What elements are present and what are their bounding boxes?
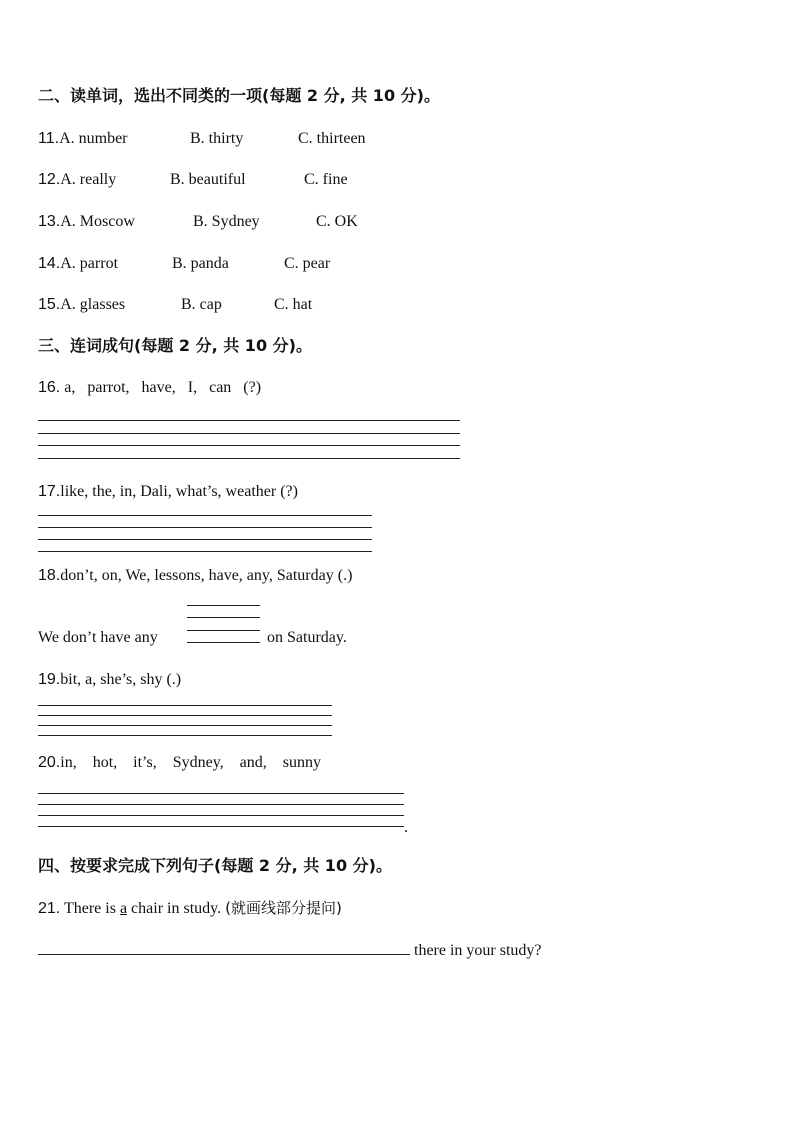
question-words: in, hot, it’s, Sydney, and, sunny — [60, 754, 321, 771]
option-b: B. beautiful — [170, 171, 246, 188]
option-a: A. parrot — [60, 255, 119, 272]
option-a: A. glasses — [60, 296, 126, 313]
question-words: don’t, on, We, lessons, have, any, Saturday (.) — [60, 567, 353, 584]
answer-line[interactable] — [38, 725, 332, 726]
question-number: 17. — [38, 483, 61, 500]
question-number: 18. — [38, 567, 61, 584]
answer-line[interactable] — [38, 793, 404, 794]
section-3-heading: 三、连词成句(每题 2 分, 共 10 分)。 — [38, 336, 312, 355]
question-number: 16. — [38, 379, 61, 396]
question-number: 19. — [38, 671, 61, 688]
answer-line[interactable] — [38, 458, 460, 459]
option-a: A. number — [59, 130, 128, 147]
answer-line[interactable] — [38, 715, 332, 716]
end-period: . — [404, 819, 408, 836]
question-number: 20. — [38, 754, 61, 771]
question-words: bit, a, she’s, shy (.) — [60, 671, 182, 688]
question-18-sentence-end: on Saturday. — [267, 629, 347, 646]
option-a: A. really — [60, 171, 117, 188]
option-a: A. Moscow — [60, 213, 135, 230]
question-12 — [38, 170, 348, 190]
question-16 — [38, 378, 261, 398]
question-20 — [38, 753, 321, 773]
answer-line[interactable] — [38, 539, 372, 540]
option-b: B. panda — [172, 255, 229, 272]
instruction: (就画线部分提问) — [225, 899, 342, 917]
question-17 — [38, 482, 298, 502]
question-14 — [38, 254, 331, 274]
question-number: 15. — [38, 296, 61, 313]
question-13 — [38, 212, 358, 232]
option-c: C. OK — [316, 213, 358, 230]
underlined-word: a — [119, 900, 128, 917]
answer-line[interactable] — [187, 642, 260, 643]
answer-line[interactable] — [187, 617, 260, 618]
answer-line[interactable] — [38, 804, 404, 805]
answer-line[interactable] — [38, 826, 404, 827]
answer-line[interactable] — [38, 735, 332, 736]
answer-line[interactable] — [38, 705, 332, 706]
answer-line[interactable] — [38, 527, 372, 528]
question-words: a, parrot, have, I, can (?) — [60, 379, 262, 396]
question-21 — [38, 898, 342, 919]
option-c: C. hat — [274, 296, 313, 313]
question-number: 12. — [38, 171, 61, 188]
section-2-heading: 二、读单词，选出不同类的一项(每题 2 分, 共 10 分)。 — [38, 86, 440, 105]
answer-line[interactable] — [38, 420, 460, 421]
option-c: C. pear — [284, 255, 331, 272]
question-number: 11. — [38, 130, 60, 147]
answer-line[interactable] — [38, 445, 460, 446]
answer-line[interactable] — [187, 630, 260, 631]
sentence-before: There is — [60, 900, 120, 917]
answer-suffix: there in your study? — [410, 942, 542, 959]
answer-line[interactable] — [187, 605, 260, 606]
question-21-answer — [38, 940, 542, 961]
option-c: C. fine — [304, 171, 348, 188]
option-c: C. thirteen — [298, 130, 366, 147]
answer-line[interactable] — [38, 551, 372, 552]
question-19 — [38, 670, 181, 690]
sentence-after: chair in study. — [127, 900, 226, 917]
answer-line[interactable] — [38, 515, 372, 516]
option-b: B. Sydney — [193, 213, 260, 230]
question-number: 14. — [38, 255, 61, 272]
question-11 — [38, 129, 366, 149]
question-number: 13. — [38, 213, 61, 230]
answer-line[interactable] — [38, 433, 460, 434]
question-words: like, the, in, Dali, what’s, weather (?) — [60, 483, 298, 500]
option-b: B. cap — [181, 296, 222, 313]
question-number: 21. — [38, 900, 61, 917]
answer-blank[interactable] — [38, 940, 410, 955]
answer-line[interactable] — [38, 815, 404, 816]
section-4-heading: 四、按要求完成下列句子(每题 2 分, 共 10 分)。 — [38, 856, 392, 875]
question-18-sentence-start: We don’t have any — [38, 629, 158, 646]
question-15 — [38, 295, 313, 315]
option-b: B. thirty — [190, 130, 244, 147]
question-18 — [38, 566, 352, 586]
